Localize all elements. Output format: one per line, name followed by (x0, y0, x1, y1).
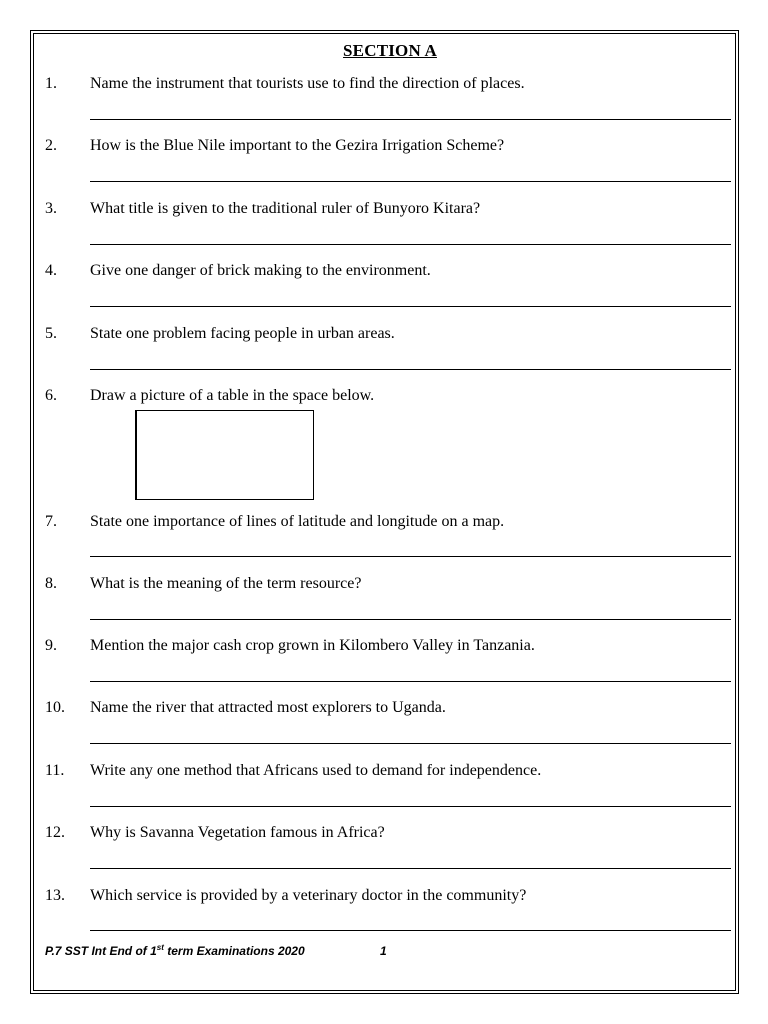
question-1 (0, 74, 768, 114)
question-text: Name the instrument that tourists use to find the direction of places. (90, 75, 525, 92)
question-number: 1. (45, 75, 57, 92)
question-5 (0, 324, 768, 364)
question-number: 2. (45, 137, 57, 154)
question-8 (0, 574, 768, 614)
footer-prefix: P.7 SST Int End of 1 (45, 944, 157, 958)
question-text: Write any one method that Africans used to demand for independence. (90, 762, 542, 779)
answer-line-3[interactable] (90, 244, 731, 245)
question-2 (0, 136, 768, 176)
question-13 (0, 886, 768, 926)
question-number: 10. (45, 699, 65, 716)
footer-exam-title (45, 944, 305, 958)
question-text: What is the meaning of the term resource? (90, 575, 362, 592)
question-11 (0, 761, 768, 801)
answer-line-1[interactable] (90, 119, 731, 120)
answer-line-9[interactable] (90, 681, 731, 682)
question-7 (0, 512, 768, 552)
answer-line-4[interactable] (90, 306, 731, 307)
question-6 (0, 386, 768, 426)
footer-superscript: st (156, 943, 164, 952)
question-text: Mention the major cash crop grown in Kilombero Valley in Tanzania. (90, 637, 535, 654)
question-text: Draw a picture of a table in the space below. (90, 387, 375, 404)
answer-line-8[interactable] (90, 619, 731, 620)
drawing-box[interactable] (135, 410, 314, 500)
question-text: How is the Blue Nile important to the Gezira Irrigation Scheme? (90, 137, 505, 154)
question-number: 3. (45, 200, 57, 217)
footer-page-number: 1 (380, 944, 387, 958)
answer-line-11[interactable] (90, 806, 731, 807)
question-number: 5. (45, 325, 57, 342)
question-number: 8. (45, 575, 57, 592)
question-number: 9. (45, 637, 57, 654)
question-number: 13. (45, 887, 65, 904)
answer-line-13[interactable] (90, 930, 731, 931)
answer-line-7[interactable] (90, 556, 731, 557)
question-number: 7. (45, 513, 57, 530)
question-number: 12. (45, 824, 65, 841)
question-number: 6. (45, 387, 57, 404)
answer-line-5[interactable] (90, 369, 731, 370)
answer-line-10[interactable] (90, 743, 731, 744)
answer-line-12[interactable] (90, 868, 731, 869)
question-text: Give one danger of brick making to the environment. (90, 262, 431, 279)
question-4 (0, 261, 768, 301)
section-title: SECTION A (343, 41, 437, 60)
question-text: Which service is provided by a veterinary doctor in the community? (90, 887, 527, 904)
question-text: Why is Savanna Vegetation famous in Africa? (90, 824, 385, 841)
question-12 (0, 823, 768, 863)
question-text: Name the river that attracted most explorers to Uganda. (90, 699, 446, 716)
question-number: 4. (45, 262, 57, 279)
answer-line-2[interactable] (90, 181, 731, 182)
question-number: 11. (45, 762, 65, 779)
question-text: What title is given to the traditional ruler of Bunyoro Kitara? (90, 200, 481, 217)
question-10 (0, 698, 768, 738)
question-text: State one importance of lines of latitude and longitude on a map. (90, 513, 505, 530)
question-9 (0, 636, 768, 676)
question-text: State one problem facing people in urban areas. (90, 325, 395, 342)
question-3 (0, 199, 768, 239)
footer-suffix: term Examinations 2020 (163, 944, 305, 958)
